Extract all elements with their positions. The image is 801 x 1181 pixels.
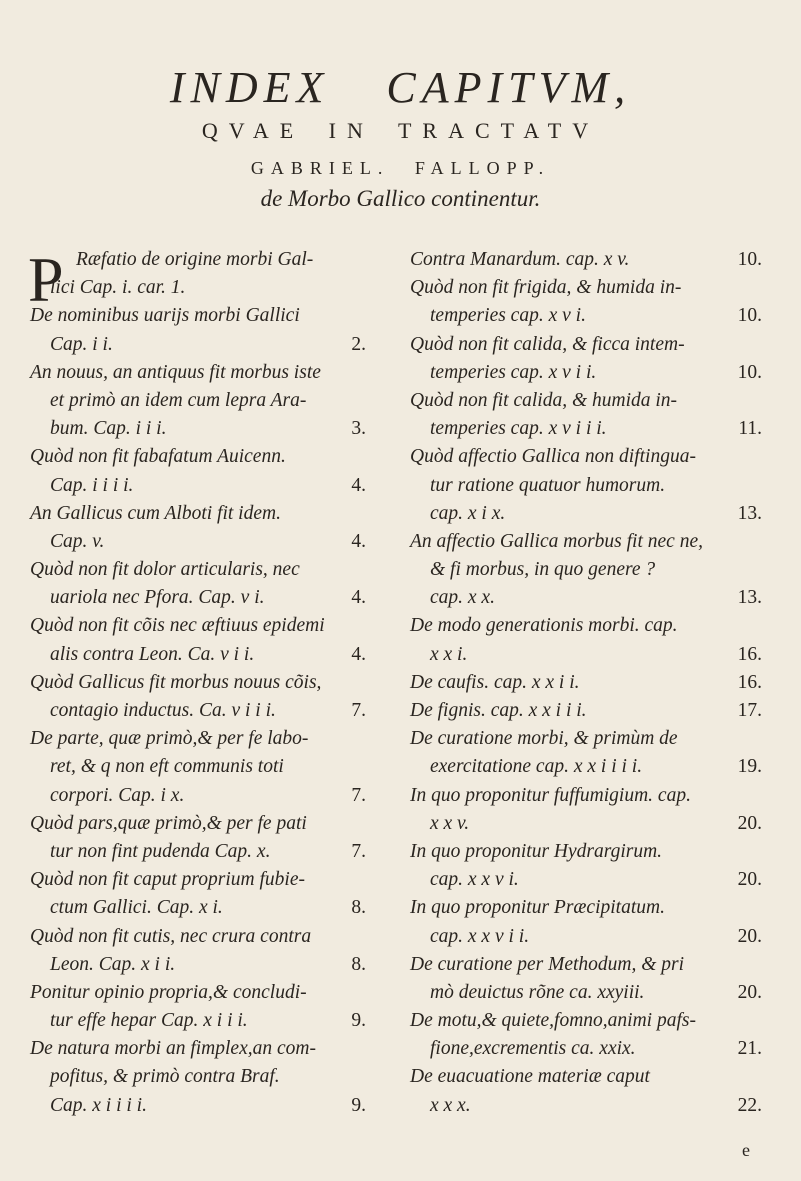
index-entry-line bbox=[410, 500, 770, 528]
page-number: 20. bbox=[737, 925, 762, 947]
entry-text: Quòd non fit calida, & humida in- bbox=[410, 389, 678, 411]
index-entry-line bbox=[410, 1063, 770, 1091]
entry-text: Cap. i i i i. bbox=[50, 474, 134, 496]
index-entry-line bbox=[30, 302, 380, 330]
index-entry-line bbox=[30, 725, 380, 753]
page-number: 13. bbox=[737, 587, 762, 609]
index-entry-line bbox=[410, 838, 770, 866]
entry-text: Contra Manardum. cap. x v. bbox=[410, 249, 630, 270]
entry-text: tur non fint pudenda Cap. x. bbox=[50, 840, 271, 862]
index-entry-line bbox=[30, 415, 380, 443]
entry-text: De curatione per Methodum, & pri bbox=[410, 953, 685, 975]
index-entry-line bbox=[30, 810, 380, 838]
index-entry-line bbox=[410, 669, 770, 697]
index-entry-line bbox=[30, 1092, 380, 1120]
index-entry-line bbox=[30, 866, 380, 894]
index-entry-line bbox=[410, 725, 770, 753]
entry-text: De natura morbi an fimplex,an com- bbox=[30, 1038, 316, 1060]
page-number: 9. bbox=[351, 1010, 366, 1032]
entry-text: Leon. Cap. x i i. bbox=[50, 953, 176, 975]
index-entry-line bbox=[410, 923, 770, 951]
entry-text: cap. x i x. bbox=[430, 502, 506, 524]
entry-text: De parte, quæ primò,& per fe labo- bbox=[30, 728, 309, 750]
entry-text: tur ratione quatuor humorum. bbox=[430, 474, 666, 496]
page-number: 20. bbox=[737, 981, 762, 1003]
index-entry-line bbox=[410, 753, 770, 781]
index-entry-line bbox=[410, 359, 770, 387]
index-entry-line bbox=[30, 472, 380, 500]
index-entry-line bbox=[410, 556, 770, 584]
author-line: GABRIEL. FALLOPP. bbox=[250, 158, 551, 178]
index-entry-line bbox=[30, 274, 380, 302]
entry-text: Quòd non fit cutis, nec crura contra bbox=[30, 925, 312, 947]
index-entry-line bbox=[410, 443, 770, 471]
entry-text: Quòd non fit calida, & ficca intem- bbox=[410, 333, 685, 355]
index-entry-line bbox=[410, 274, 770, 302]
entry-text: In quo proponitur fuffumigium. cap. bbox=[410, 784, 691, 806]
topic-line: de Morbo Gallico continentur. bbox=[260, 186, 541, 211]
index-entry-line bbox=[30, 979, 380, 1007]
entry-text: Quòd non fit dolor articularis, nec bbox=[30, 559, 300, 581]
index-entry-line bbox=[410, 1007, 770, 1035]
entry-text: Ræfatio de origine morbi Gal- bbox=[76, 249, 314, 270]
entry-text: ctum Gallici. Cap. x i. bbox=[50, 897, 223, 919]
entry-text: lici Cap. i. car. 1. bbox=[50, 277, 186, 299]
page-number: 10. bbox=[737, 249, 762, 270]
page-number: 8. bbox=[351, 953, 366, 975]
entry-text: Quòd affectio Gallica non diftingua- bbox=[410, 446, 696, 468]
page-number: 3. bbox=[351, 418, 366, 440]
index-entry-line bbox=[30, 1063, 380, 1091]
entry-text: De modo generationis morbi. cap. bbox=[410, 615, 678, 637]
index-entry-line bbox=[30, 669, 380, 697]
index-entry-line bbox=[30, 697, 380, 725]
entry-text: fione,excrementis ca. xxix. bbox=[430, 1038, 636, 1060]
entry-text: In quo proponitur Præcipitatum. bbox=[410, 897, 665, 919]
entry-text: cap. x x v i. bbox=[430, 869, 519, 891]
index-entry-line bbox=[30, 387, 380, 415]
entry-text: temperies cap. x v i i. bbox=[430, 361, 597, 383]
index-entry-line bbox=[30, 612, 380, 640]
index-entry-line bbox=[30, 894, 380, 922]
entry-text: Quòd Gallicus fit morbus nouus cõis, bbox=[30, 671, 322, 693]
entry-text: In quo proponitur Hydrargirum. bbox=[410, 840, 663, 862]
index-entry-line bbox=[410, 415, 770, 443]
page-number: 10. bbox=[737, 361, 762, 383]
index-entry-line bbox=[30, 923, 380, 951]
page-number: 8. bbox=[351, 897, 366, 919]
entry-text: De euacuatione materiæ caput bbox=[410, 1066, 650, 1088]
entry-text: De curatione morbi, & primùm de bbox=[410, 728, 678, 750]
page-number: 19. bbox=[737, 756, 762, 778]
index-entry-line bbox=[410, 584, 770, 612]
page-number: 4. bbox=[351, 643, 366, 665]
entry-text: x x i. bbox=[430, 643, 468, 665]
index-entry-line bbox=[30, 782, 380, 810]
index-entry-line bbox=[30, 1035, 380, 1063]
left-column bbox=[30, 246, 380, 1120]
right-column bbox=[410, 246, 770, 1120]
drop-cap: P bbox=[28, 244, 64, 315]
entry-text: exercitatione cap. x x i i i i. bbox=[430, 756, 643, 778]
index-entry-line bbox=[410, 612, 770, 640]
entry-text: cap. x x. bbox=[430, 587, 495, 609]
index-entry-line bbox=[30, 331, 380, 359]
page-number: 7. bbox=[351, 840, 366, 862]
entry-text: De nominibus uarijs morbi Gallici bbox=[30, 305, 300, 327]
entry-text: & fi morbus, in quo genere ? bbox=[430, 559, 656, 581]
subtitle-line: QVAE IN TRACTATV bbox=[201, 118, 600, 143]
entry-text: et primò an idem cum lepra Ara- bbox=[50, 389, 307, 411]
index-entry-line bbox=[410, 302, 770, 330]
entry-text: alis contra Leon. Ca. v i i. bbox=[50, 643, 255, 665]
page-number: 7. bbox=[351, 784, 366, 806]
entry-text: Quòd non fit fabafatum Auicenn. bbox=[30, 446, 286, 468]
index-entry-line bbox=[410, 641, 770, 669]
entry-text: uariola nec Pfora. Cap. v i. bbox=[50, 587, 265, 609]
entry-text: mò deuictus rõne ca. xxyiii. bbox=[430, 981, 645, 1003]
index-title: INDEX CAPITVM, bbox=[169, 63, 632, 112]
entry-text: cap. x x v i i. bbox=[430, 925, 530, 947]
entry-text: De fignis. cap. x x i i i. bbox=[410, 700, 587, 721]
index-entry-line bbox=[30, 584, 380, 612]
index-entry-line bbox=[30, 359, 380, 387]
entry-text: De motu,& quiete,fomno,animi pafs- bbox=[410, 1010, 696, 1032]
page-number: 20. bbox=[737, 869, 762, 891]
index-entry-line bbox=[410, 866, 770, 894]
index-entry-line bbox=[410, 894, 770, 922]
page-number: 17. bbox=[737, 700, 762, 721]
entry-text: Quòd non fit cõis nec æftiuus epidemi bbox=[30, 615, 325, 637]
page-number: 13. bbox=[737, 502, 762, 524]
entry-text: Ponitur opinio propria,& concludi- bbox=[30, 981, 307, 1003]
entry-text: An nouus, an antiquus fit morbus iste bbox=[30, 361, 321, 383]
entry-text: temperies cap. x v i. bbox=[430, 305, 586, 327]
index-entry-line bbox=[410, 1092, 770, 1120]
index-entry-line bbox=[410, 528, 770, 556]
page-number: 22. bbox=[737, 1094, 762, 1116]
index-entry-line bbox=[410, 472, 770, 500]
entry-text: x x x. bbox=[430, 1094, 471, 1116]
index-entry-line bbox=[410, 1035, 770, 1063]
index-entry-line bbox=[30, 951, 380, 979]
index-entry-line bbox=[30, 500, 380, 528]
index-entry-line bbox=[30, 1007, 380, 1035]
entry-text: ret, & q non eft communis toti bbox=[50, 756, 284, 778]
page-number: 7. bbox=[351, 700, 366, 721]
page-number: 4. bbox=[351, 530, 366, 552]
page-number: 16. bbox=[737, 671, 762, 693]
entry-text: tur effe hepar Cap. x i i i. bbox=[50, 1010, 248, 1032]
page-number: 9. bbox=[351, 1094, 366, 1116]
entry-text: De caufis. cap. x x i i. bbox=[410, 671, 580, 693]
index-entry-line bbox=[30, 838, 380, 866]
entry-text: corpori. Cap. i x. bbox=[50, 784, 185, 806]
entry-text: temperies cap. x v i i i. bbox=[430, 418, 607, 440]
entry-text: x x v. bbox=[430, 812, 470, 834]
index-entry-line bbox=[30, 443, 380, 471]
index-entry-line bbox=[30, 753, 380, 781]
index-entry-line bbox=[410, 810, 770, 838]
entry-text: contagio inductus. Ca. v i i i. bbox=[50, 700, 276, 721]
index-entry-line bbox=[30, 641, 380, 669]
entry-text: Cap. v. bbox=[50, 530, 105, 552]
page-number: 4. bbox=[351, 587, 366, 609]
index-entry-line bbox=[410, 979, 770, 1007]
index-entry-line bbox=[410, 951, 770, 979]
entry-text: An Gallicus cum Alboti fit idem. bbox=[30, 502, 281, 524]
entry-text: An affectio Gallica morbus fit nec ne, bbox=[410, 530, 703, 552]
index-entry-line bbox=[30, 556, 380, 584]
index-entry-line bbox=[410, 697, 770, 725]
entry-text: pofitus, & primò contra Braf. bbox=[50, 1066, 280, 1088]
page-number: 10. bbox=[737, 305, 762, 327]
entry-text: Quòd pars,quæ primò,& per fe pati bbox=[30, 812, 307, 834]
index-entry-line bbox=[410, 387, 770, 415]
page-number: 20. bbox=[737, 812, 762, 834]
page-number: 2. bbox=[351, 333, 366, 355]
page-number: 11. bbox=[738, 418, 762, 440]
index-entry-line bbox=[410, 331, 770, 359]
entry-text: Quòd non fit frigida, & humida in- bbox=[410, 277, 682, 299]
entry-text: Cap. x i i i i. bbox=[50, 1094, 147, 1116]
catchword: e bbox=[742, 1140, 750, 1160]
index-entry-line bbox=[30, 528, 380, 556]
index-entry-line bbox=[410, 782, 770, 810]
page-number: 4. bbox=[351, 474, 366, 496]
index-entry-line bbox=[30, 246, 380, 274]
entry-text: Quòd non fit caput proprium fubie- bbox=[30, 869, 305, 891]
entry-text: bum. Cap. i i i. bbox=[50, 418, 167, 440]
index-entry-line bbox=[410, 246, 770, 274]
entry-text: Cap. i i. bbox=[50, 333, 113, 355]
page-number: 16. bbox=[737, 643, 762, 665]
page-number: 21. bbox=[737, 1038, 762, 1060]
